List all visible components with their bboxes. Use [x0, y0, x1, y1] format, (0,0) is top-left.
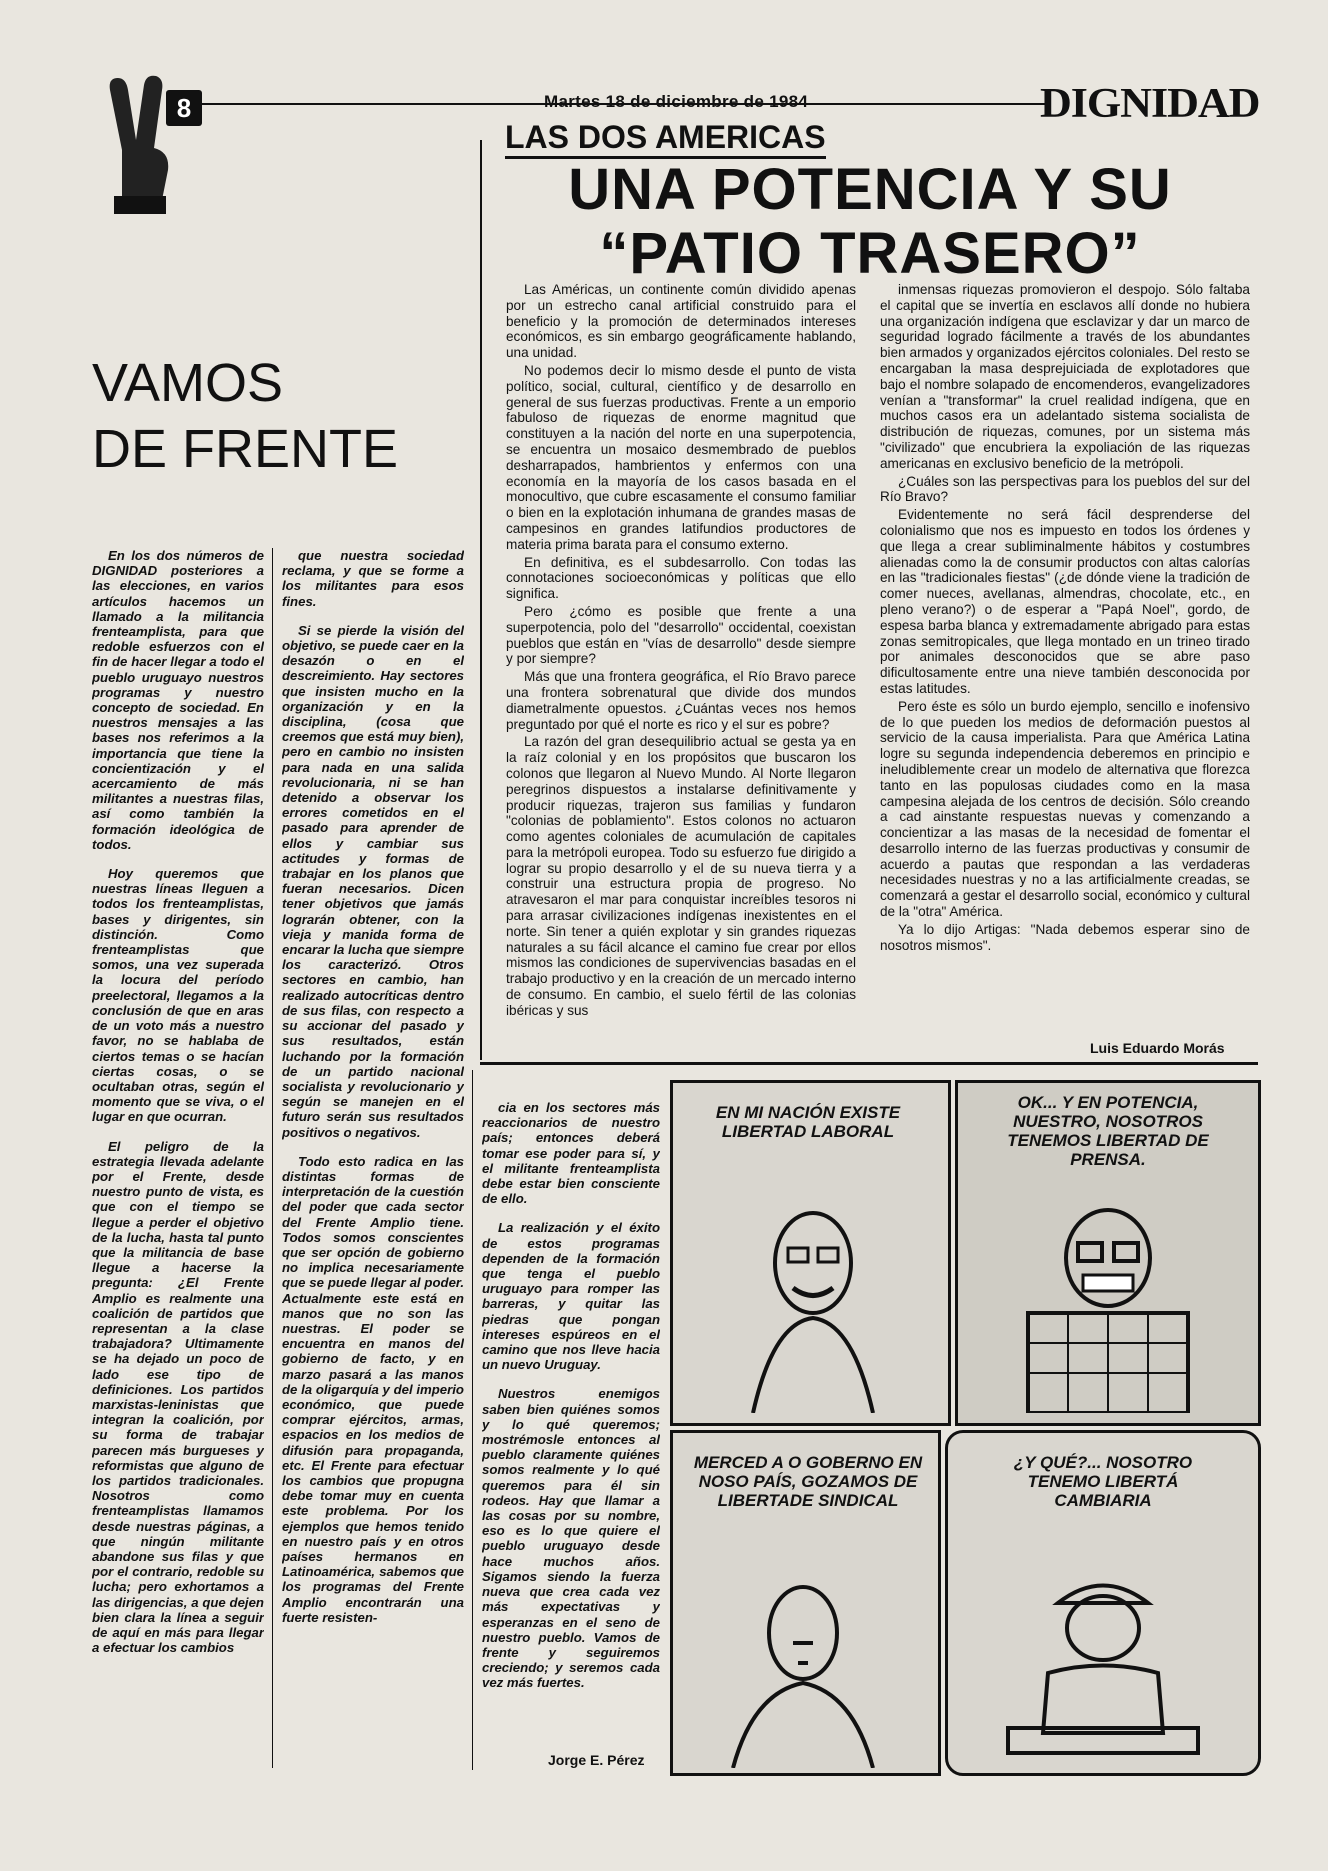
cartoon-figure-2 — [1008, 1203, 1208, 1413]
left-headline-line1: VAMOS — [92, 353, 284, 413]
cartoon-figure-1 — [713, 1203, 913, 1413]
cartoon-panel-2 — [955, 1080, 1261, 1426]
paragraph: No podemos decir lo mismo desde el punto de vista político, social, cultural, científico y de desarrollo en general de sus fuerzas productivas. Frente a un emporio fabuloso de riquezas de enorme magnitud que constituyen a la nación del norte en una superpotencia, se encuentra un mosaico desmembrado de pueblos desharrapados, hambrientos y enfermos con una economía en la mayoría de los casos basada en el monocultivo, que cubre escasamente el consumo familiar o bien en la explotación inhumana de grandes masas de campesinos en grandes latifundios productores de materia prima barata para el consumo externo. — [506, 362, 856, 552]
column-divider — [480, 140, 482, 1060]
column-rule — [472, 1070, 473, 1770]
column-rule — [272, 548, 273, 1768]
paragraph: Pero ¿cómo es posible que frente a una superpotencia, polo del "desarrollo" occidental, coexistan pueblos que están en "vías de desarrollo" desde siempre y por siempre? — [506, 603, 856, 667]
left-article-col-c — [482, 1100, 660, 1730]
main-article-col2 — [880, 282, 1250, 1022]
main-headline — [500, 158, 1240, 286]
paragraph: Todo esto radica en las distintas formas de interpretación de la cuestión del poder que cada sector del Frente Amplio tiene. Todos somos conscientes que ser opción de gobierno no implica necesariamente que se puede llegar al poder. Actualmente este está en manos que no son las nuestras. El poder se encuentra en manos del gobierno de facto, y en marzo pasará a las manos de la oligarquía y del imperio económico, que puede comprar ejércitos, armas, espacios en los medios de difusión para propaganda, etc. El Frente para efectuar los cambios que propugna debe tomar muy en cuenta este problema. Por los ejemplos que hemos tenido en nuestro país y en otros países hermanos en Latinoamérica, sabemos que los programas del Frente Amplio encontrarán una fuerte resisten- — [282, 1153, 464, 1625]
paragraph: Evidentemente no será fácil desprenderse del colonialismo que nos es impuesto en todos los órdenes y que llega a crear subliminalmente hábitos y costumbres alienadas como la de consumir productos con altas calorías en las "tradicionales fiestas" (¿de dónde viene la tradición de comer nueces, avellanas, almendras, chocolate, etc., en pleno verano?) o de esperar a "Papá Noel", gordo, de espesa barba blanca y extremadamente abrigado para estas zonas semitropicales, que llega montado en un trineo tirado por animales desconocidos que se abre paso dificultosamente entre una nieve también desconocida por estas latitudes. — [880, 507, 1250, 696]
cartoon-figure-4 — [988, 1563, 1218, 1763]
main-article-author: Luis Eduardo Morás — [1090, 1040, 1225, 1056]
cartoon-panel-4 — [945, 1430, 1261, 1776]
paragraph: En los dos números de DIGNIDAD posteriores a las elecciones, en varios artículos hacemos un llamado a la militancia frenteamplista, para que redoble esfuerzos con el fin de hacer llegar a todo el pueblo uruguayo nuestros programas y nuestro concepto de sociedad. En nuestros mensajes a las bases nos referimos a la importancia que tiene la concientización y el acercamiento de más militantes a nuestras filas, así como también la formación ideológica de todos. — [92, 548, 264, 852]
paragraph: Más que una frontera geográfica, el Río Bravo parece una frontera sobrenatural que divide dos mundos diametralmente opuestos. ¿Cuántas veces nos hemos preguntado por qué el norte es rico y el sur es pobre? — [506, 669, 856, 732]
main-headline-line1: UNA POTENCIA Y SU — [568, 157, 1172, 222]
issue-date: Martes 18 de diciembre de 1984 — [544, 92, 809, 111]
paragraph: Nuestros enemigos saben bien quiénes somos y lo qué queremos; mostrémosle entonces al pueblo claramente quiénes somos realmente y lo qué queremos para él sin rodeos. Hay que llamar a las cosas por su nombre, eso es lo que quiere el pueblo uruguayo desde hace muchos años. Sigamos siendo la fuerza nueva que crea cada vez más expectativas y esperanzas en el seno de nuestro pueblo. Vamos de frente y seguiremos creciendo; y seremos cada vez más fuertes. — [482, 1386, 660, 1691]
main-headline-line2: “PATIO TRASERO” — [599, 221, 1141, 286]
article-separator — [480, 1062, 1258, 1065]
left-article-col-b — [282, 548, 464, 1770]
paragraph: La razón del gran desequilibrio actual se gesta ya en la raíz colonial y en los propósitos que buscaron los colonos que llegaron al Nuevo Mundo. Al Norte llegaron peregrinos dispuestos a instalarse definitivamente y producir riquezas, trajeron sus familias y fundaron "colonias de poblamiento". Estos colonos no actuaron como agentes coloniales de acumulación de capitales para la metrópoli europea. Todo su esfuerzo fue dirigido a lograr su propio desarrollo y el de su nueva tierra y a construir una estructura propia de progreso. No atravesaron el mar para conquistar increíbles tesoros ni para arrasar civilizaciones indígenas inexistentes en el norte. Sin tener a quién explotar y sin grandes riquezas naturales a su fácil alcance el camino fue crear por ellos mismos las condiciones de supervivencias basadas en el trabajo productivo y en la creación de un mercado interno de consumo. En cambio, el suelo fértil de las colonias ibéricas y sus — [506, 734, 856, 1018]
paragraph: Hoy queremos que nuestras líneas lleguen a todos los frenteamplistas, bases y dirigentes, sin distinción. Como frenteamplistas que somos, una vez superada la locura del período preelectoral, llegamos a la conclusión de que en aras de un voto más a nuestro favor, no se hablaba de ciertos temas o se hacían ciertas cosas, o se ocultaban otras, según el momento que se viva, o el lugar en que ocurran. — [92, 866, 264, 1125]
section-kicker: LAS DOS AMERICAS — [505, 118, 826, 159]
left-headline — [92, 350, 398, 482]
paragraph: Las Américas, un continente común dividido apenas por un estrecho canal artificial construido para el beneficio y la promoción de determinados intereses económicos, es sin embargo geográficamente hablando, una unidad. — [506, 282, 856, 361]
paragraph: La realización y el éxito de estos programas dependen de la formación que tenga el pueblo uruguayo para romper las barreras, y quitar las piedras que pongan intereses espúreos en el camino que nos lleve hacia un nuevo Uruguay. — [482, 1220, 660, 1373]
cartoon-panel-1 — [670, 1080, 951, 1426]
main-article-col1 — [506, 282, 856, 1050]
paragraph: ¿Cuáles son las perspectivas para los pueblos del sur del Río Bravo? — [880, 473, 1250, 505]
paragraph: cia en los sectores más reaccionarios de nuestro país; entonces deberá tomar ese poder para sí, y el militante frenteamplista debe estar bien consciente de ello. — [482, 1100, 660, 1207]
paragraph: El peligro de la estrategia llevada adelante por el Frente, desde nuestro punto de vista, es que con el tiempo se llegue a perder el objetivo de la lucha, hasta tal punto que la militancia de base llegue a hacerse la pregunta: ¿El Frente Amplio es realmente una coalición de partidos que representan a la clase trabajadora? Ultimamente se ha dejado un poco de lado ese tipo de definiciones. Los partidos marxistas-leninistas que integran la coalición, por su forma de trabajar parecen más burgueses y reformistas que alguno de los partidos tradicionales. Nosotros como frenteamplistas llamamos desde nuestras páginas, a que ningún militante abandone sus filas y que por el contrario, redoble su lucha; pero exhortamos a las dirigencias, a que dejen bien clara la línea a seguir de aquí en más para llegar a efectuar los cambios — [92, 1138, 264, 1656]
cartoon-bubble-4: ¿Y QUÉ?... NOSOTRO TENEMO LIBERTÁ CAMBIARIA — [1013, 1453, 1193, 1510]
paragraph: inmensas riquezas promovieron el despojo. Sólo faltaba el capital que se invertía en esclavos allí donde no hubiera una organización indígena que esclavizar y dar un marco de seguridad logrado fácilmente a través de los abundantes bien armados y organizados ejércitos coloniales. Del resto se encargaban la masa desprejuiciada de explotadores que bajo el nombre solapado de encomenderos, evangelizadores venían a "transformar" la cruel realidad indígena, que en muchos casos era un adelantado sistema socialista de distribución de riquezas, comunes, por un sistema más "civilizado" que encubriera la expoliación de las riquezas americanas en exclusivo beneficio de la metrópoli. — [880, 282, 1250, 471]
paragraph: Pero éste es sólo un burdo ejemplo, sencillo e inofensivo de lo que pueden los medios de deformación puestos al servicio de la causa imperialista. Para que América Latina logre su segunda independencia deberemos en principio e ineludiblemente crear un modelo de alternativa que florezca tanto en las populosas ciudades como en la masa campesina alejada de los centros de decisión. Sólo creando a cad ainstante respuestas nuevas y comenzando a concientizar a las masas de la necesidad de fomentar el desarrollo interno de las fuerzas productivas y consumir de acuerdo a pautas que respondan a las verdaderas necesidades nuestras y no a las artificialmente creadas, se comenzará a gestar el desarrollo social, económico y cultural de la "otra" América. — [880, 698, 1250, 920]
cartoon-panel-3 — [670, 1430, 941, 1776]
cartoon-bubble-2: OK... Y EN POTENCIA, NUESTRO, NOSOTROS TENEMOS LIBERTAD DE PRENSA. — [1007, 1093, 1209, 1169]
paragraph: En definitiva, es el subdesarrollo. Con todas las connotaciones socioeconómicas y políticas que ello significa. — [506, 554, 856, 602]
cartoon-bubble-3: MERCED A O GOBERNO EN NOSO PAÍS, GOZAMOS DE LIBERTADE SINDICAL — [693, 1453, 923, 1510]
paragraph: que nuestra sociedad reclama, y que se forme a los militantes para esos fines. — [282, 548, 464, 609]
masthead-logo: DIGNIDAD — [1040, 81, 1260, 127]
paragraph: Ya lo dijo Artigas: "Nada debemos esperar sino de nosotros mismos". — [880, 921, 1250, 953]
paragraph: Si se pierde la visión del objetivo, se puede caer en la desazón o en el descreimiento. Hay sectores que insisten mucho en la organización y en la disciplina, (cosa que creemos que está muy bien), pero en cambio no insisten para nada en una salida revolucionaria, ni se han detenido a observar los errores cometidos en el pasado para aprender de ellos y cambiar sus actitudes y formas de trabajar en los planos que fueran necesarios. Dicen tener objetivos que jamás lograrán obtener, con la vieja y manida forma de encarar la lucha que siempre los caracterizó. Otros sectores en cambio, han realizado autocríticas dentro de sus filas, con respecto a su accionar del pasado y sus resultados, están luchando por la formación de un partido nacional socialista y revolucionario y según se manejen en el futuro serán sus resultados positivos o negativos. — [282, 622, 464, 1140]
page-number: 8 — [166, 90, 202, 126]
left-headline-line2: DE FRENTE — [92, 419, 399, 479]
left-article-author: Jorge E. Pérez — [548, 1752, 645, 1768]
left-article-col-a — [92, 548, 264, 1770]
cartoon-bubble-1: EN MI NACIÓN EXISTE LIBERTAD LABORAL — [715, 1103, 901, 1141]
cartoon-figure-3 — [703, 1573, 903, 1768]
